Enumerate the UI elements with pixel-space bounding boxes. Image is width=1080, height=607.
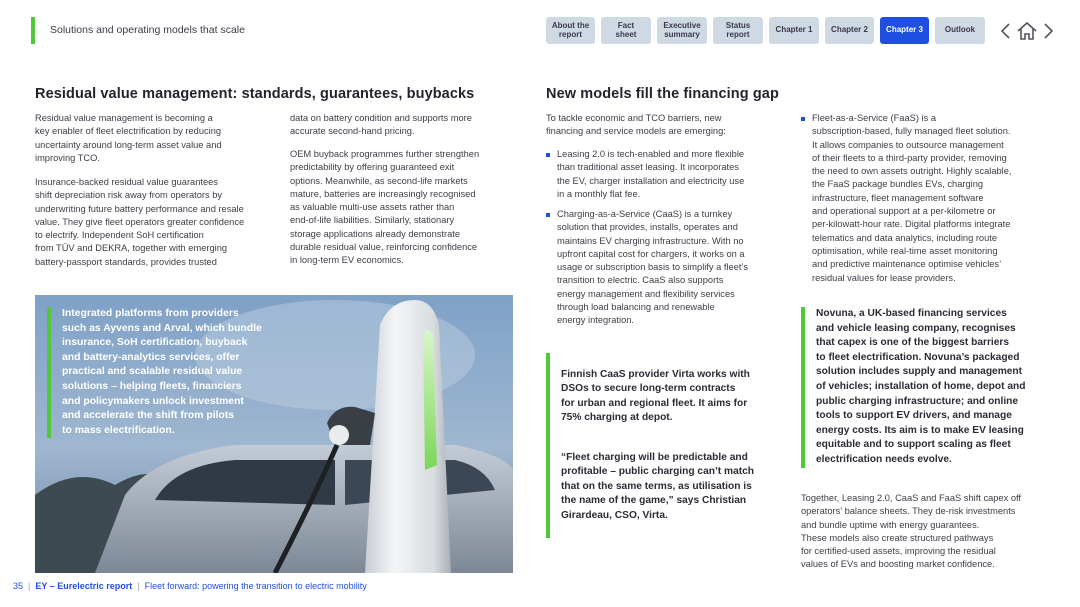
leasing-2-bullet: Leasing 2.0 is tech-enabled and more flexible than traditional asset leasing. It incorporates the EV, charger installation and electricity use in a monthly flat fee. (546, 148, 786, 201)
virta-statement: Finnish CaaS provider Virta works with DSOs to secure long-term contracts for urban and regional fleet. It aims for 75% charging at depot. (561, 368, 750, 424)
section-title: Solutions and operating models that scale (50, 24, 245, 36)
nav-executive-summary[interactable]: Executive summary (657, 17, 707, 44)
nav-outlook[interactable]: Outlook (935, 17, 985, 44)
residual-value-intro: Residual value management is becoming a key enabler of fleet electrification by reducing uncertainty around long-term asset value and improving TCO. (35, 113, 222, 163)
nav-chapter-2[interactable]: Chapter 2 (825, 17, 874, 44)
novuna-quote: Novuna, a UK-based financing services and vehicle leasing company, recognises that capex is one of the biggest barriers to fleet electrification. Novuna’s packaged solution includes supply and management of vehicles; installation of home, depot and public charging infrastructure; and online tools to support EV drivers, and manage energy costs. Its aim is to make EV leasing equitable and to support scaling as fleet electrification needs evolve. (801, 307, 1061, 468)
section-accent-bar (31, 17, 35, 44)
page-number: 35 (13, 581, 24, 591)
integrated-platforms-quote: Integrated platforms from providers such as Ayvens and Arval, which bundle insurance, SoH certification, buyback and battery-analytics services, offer practical and scalable residual value solutions – helping fleets, financiers and policymakers unlock investment and accelerate the shift from pilots to mass electrification. (47, 307, 262, 438)
caas-bullet: Charging-as-a-Service (CaaS) is a turnkey solution that provides, installs, operates and maintains EV charging infrastructure. With no upfront capital cost for chargers, it works on a usage or subscription basis to simplify a fleet’s transition to electric. CaaS also supports energy management and flexibility services through load balancing and renewable energy integration. (546, 208, 791, 328)
oem-buyback-paragraph: OEM buyback programmes further strengthen predictability by offering guaranteed exit options. Meanwhile, as second-life markets mature, batteries are increasingly recognised as valuable multi-use assets rather than end-of-life liabilities. Similarly, stationary storage applications already demonstrate durable residual value, reinforcing confidence in long-term EV economics. (290, 149, 480, 266)
financing-gap-heading: New models fill the financing gap (546, 86, 779, 102)
residual-value-heading: Residual value management: standards, guarantees, buybacks (35, 86, 475, 102)
battery-data-paragraph: data on battery condition and supports more accurate second-hand pricing. (290, 113, 472, 137)
insurance-guarantees-paragraph: Insurance-backed residual value guarantees shift depreciation risk away from operators by underwriting future battery performance and resale value. They give fleet operators greater confidence to electrify. Independent SoH certification from TÜV and DEKRA, together with emerging battery-passport standards, provides trusted (35, 177, 245, 267)
nav-about-the-report[interactable]: About the report (546, 17, 595, 44)
virta-testimonial: “Fleet charging will be predictable and profitable – public charging can’t match that on the same terms, as utilisation is the name of the game,” says Christian Girardeau, CSO, Virta. (561, 451, 755, 521)
faas-bullet: Fleet-as-a-Service (FaaS) is a subscription-based, fully managed fleet solution. It allows companies to outsource management of their fleets to a third-party provider, removing the need to own assets outright. Highly scalable, the FaaS package bundles EVs, charging infrastructure, fleet management software and operational support at a per-kilometre or per-kilowatt-hour rate. Digital platforms integrate telematics and data analytics, including route optimisation, while real-time asset monitoring and predictive maintenance optimise vehicles’ residual values for lease providers. (801, 112, 1056, 285)
nav-status-report[interactable]: Status report (713, 17, 763, 44)
footer: 35 | EY – Eurelectric report | Fleet forward: powering the transition to electric mobility (13, 581, 367, 591)
home-icon[interactable] (1015, 19, 1039, 43)
closing-paragraph: Together, Leasing 2.0, CaaS and FaaS shift capex off operators’ balance sheets. They de-risk investments and bundle uptime with energy guarantees. These models also create structured pathways for certified-used assets, improving the residual values of EVs and boosting market confidence. (801, 493, 1022, 570)
previous-page-icon[interactable] (997, 19, 1013, 43)
virta-quote (546, 353, 796, 538)
financing-intro: To tackle economic and TCO barriers, new financing and service models are emerging: (546, 113, 726, 137)
report-name[interactable]: EY – Eurelectric report (35, 581, 133, 591)
nav-chapter-3[interactable]: Chapter 3 (880, 17, 929, 44)
report-subtitle: Fleet forward: powering the transition to electric mobility (144, 581, 367, 591)
next-page-icon[interactable] (1041, 19, 1057, 43)
nav-fact-sheet[interactable]: Fact sheet (601, 17, 651, 44)
nav-chapter-1[interactable]: Chapter 1 (769, 17, 819, 44)
